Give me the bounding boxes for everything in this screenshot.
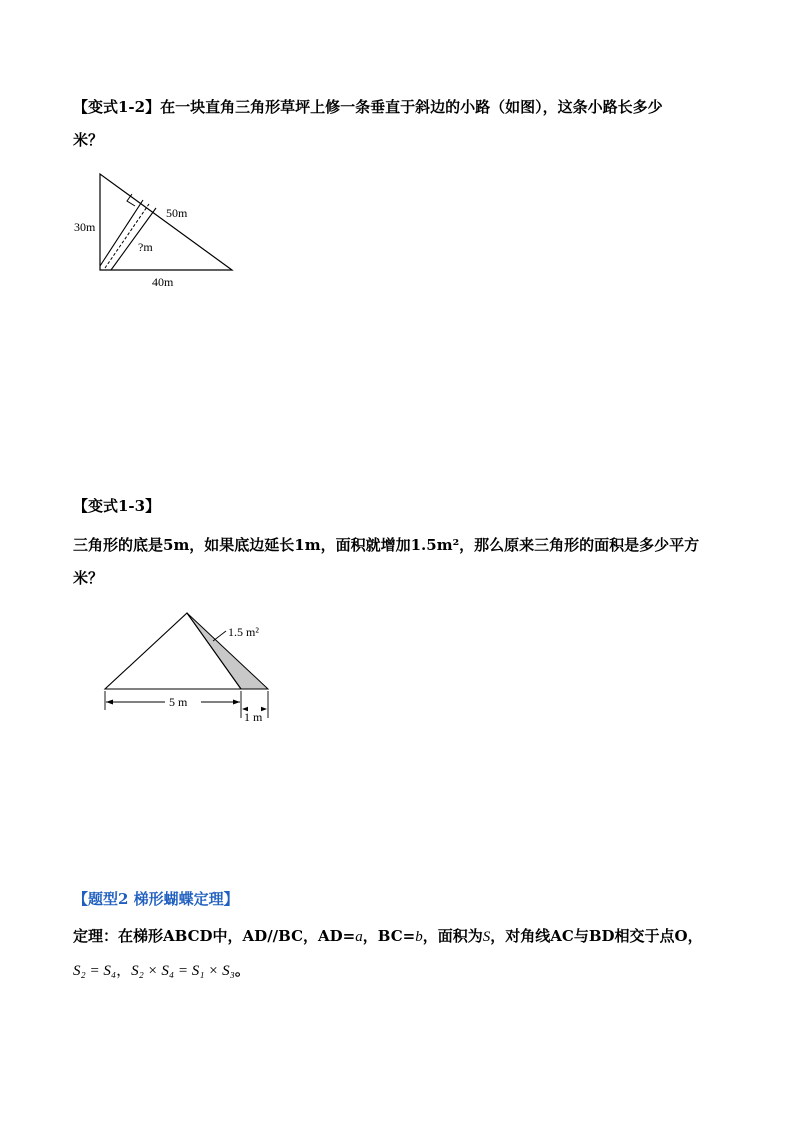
theorem-sep-2: ，面积为 bbox=[422, 927, 483, 945]
theorem-suffix: ，对角线AC与BD相交于点O， bbox=[490, 927, 703, 945]
theorem-sep-1: ，BC= bbox=[362, 927, 416, 945]
var-b: b bbox=[415, 929, 423, 945]
theorem-prefix: 定理：在梯形ABCD中，AD//BC，AD= bbox=[73, 927, 356, 945]
formula-end-mark: 。 bbox=[234, 961, 250, 979]
right-angle-mark bbox=[127, 194, 135, 206]
exercise-1-2-question-line1 bbox=[73, 97, 733, 117]
extension-length-label: 1 m bbox=[244, 710, 263, 724]
right-triangle-lawn-figure bbox=[60, 165, 260, 295]
exercise-1-2-tag: 【变式1-2】 bbox=[73, 98, 161, 116]
arrowhead-left bbox=[106, 700, 113, 705]
path-length-label: ?m bbox=[138, 240, 153, 254]
exercise-1-3-tag: 【变式1-3】 bbox=[73, 497, 161, 515]
exercise-1-2-question-line2: 米？ bbox=[73, 131, 104, 149]
area-label-leader bbox=[213, 631, 226, 641]
var-a: a bbox=[355, 929, 363, 945]
path-centerline bbox=[105, 204, 149, 268]
theorem-line bbox=[73, 926, 733, 947]
hypotenuse-label: 50m bbox=[166, 206, 188, 220]
extended-triangle-figure bbox=[95, 605, 295, 725]
base-length-label: 5 m bbox=[169, 695, 188, 709]
var-s: S bbox=[482, 929, 491, 945]
exercise-1-3-question-line2: 米？ bbox=[73, 569, 104, 587]
bottom-side-label: 40m bbox=[152, 275, 174, 289]
formula-product: S₂ × S₄ = S₁ × S₃ bbox=[131, 963, 235, 979]
formula-line: S₂ = S₄，S₂ × S₄ = S₁ × S₃。 bbox=[73, 961, 250, 979]
arrowhead-mid-left bbox=[233, 700, 240, 705]
exercise-1-3-question-line1: 三角形的底是5m，如果底边延长1m，面积就增加1.5m²，那么原来三角形的面积是多少平方 bbox=[73, 536, 700, 554]
formula-s2-equals-s4: S₂ = S₄ bbox=[73, 963, 117, 979]
added-area-label: 1.5 m² bbox=[228, 625, 259, 639]
lawn-triangle bbox=[100, 174, 232, 270]
section-2-heading: 【题型2 梯形蝴蝶定理】 bbox=[73, 890, 239, 908]
exercise-1-2-text: 在一块直角三角形草坪上修一条垂直于斜边的小路（如图），这条小路长多少 bbox=[160, 98, 663, 116]
left-side-label: 30m bbox=[74, 220, 96, 234]
